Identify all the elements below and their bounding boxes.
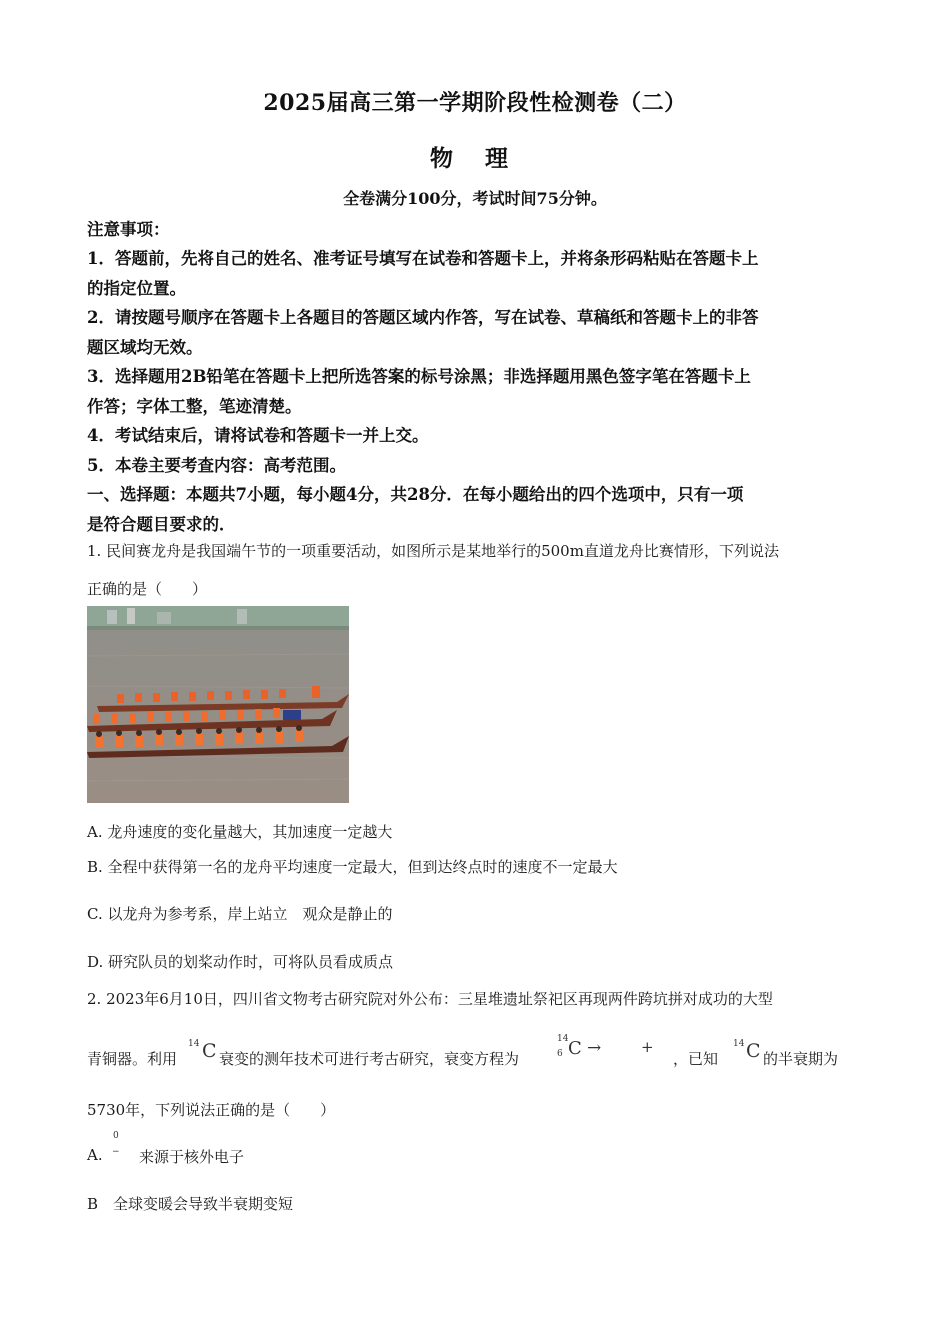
- notice-line: 4．考试结束后，请将试卷和答题卡一并上交。: [87, 426, 429, 445]
- q1-option-d: D. 研究队员的划桨动作时，可将队员看成质点: [87, 953, 394, 971]
- c14-mass-number: 14: [188, 1039, 200, 1049]
- q1-option-a: A. 龙舟速度的变化量越大，其加速度一定越大: [87, 823, 393, 841]
- q2-option-b: B 全球变暖会导致半衰期变短: [87, 1195, 294, 1213]
- notice-line: 3．选择题用2B铅笔在答题卡上把所选答案的标号涂黑；非选择题用黑色签字笔在答题卡上: [87, 367, 751, 386]
- q1-stem: 1. 民间赛龙舟是我国端午节的一项重要活动，如图所示是某地举行的500m直道龙舟比赛情形，下列说法: [87, 542, 779, 560]
- equation-plus: +: [641, 1038, 654, 1056]
- c14-mass-number: 14: [733, 1039, 745, 1049]
- equation-symbol: C: [568, 1038, 582, 1059]
- c14-symbol: C: [746, 1040, 761, 1062]
- q2-option-a-label: A.: [87, 1146, 103, 1164]
- q1-option-b: B. 全程中获得第一名的龙舟平均速度一定最大，但到达终点时的速度不一定最大: [87, 858, 618, 876]
- q1-stem-cont: 正确的是（ ）: [87, 580, 208, 598]
- q2-option-a: 来源于核外电子: [139, 1148, 245, 1166]
- section-heading: 一、选择题：本题共7小题，每小题4分，共28分．在每小题给出的四个选项中，只有一项: [87, 485, 744, 504]
- exam-title: 2025届高三第一学期阶段性检测卷（二）: [263, 90, 687, 116]
- equation-atomic-number: 6: [557, 1049, 563, 1059]
- equation-arrow: →: [587, 1038, 602, 1058]
- exam-meta: 全卷满分100分，考试时间75分钟。: [343, 189, 607, 208]
- section-heading-cont: 是符合题目要求的．: [87, 515, 236, 534]
- q2-stem-part: 的半衰期为: [763, 1050, 839, 1068]
- q2-stem: 2. 2023年6月10日，四川省文物考古研究院对外公布：三星堆遗址祭祀区再现两件跨坑拼对成功的大型: [87, 990, 773, 1008]
- subject-heading: 物 理: [429, 145, 520, 172]
- notice-line: 5．本卷主要考查内容：高考范围。: [87, 456, 346, 475]
- equation-mass-number: 14: [557, 1034, 569, 1044]
- q1-option-c: C. 以龙舟为参考系，岸上站立 观众是静止的: [87, 905, 393, 923]
- notice-line: 的指定位置。: [87, 279, 186, 298]
- notice-line: 1．答题前，先将自己的姓名、准考证号填写在试卷和答题卡上，并将条形码粘贴在答题卡上: [87, 249, 759, 268]
- notice-line: 题区域均无效。: [87, 338, 203, 357]
- q2-stem-part: 衰变的测年技术可进行考古研究，衰变方程为: [219, 1050, 520, 1068]
- dragon-boat-image: [87, 606, 349, 803]
- notice-line: 作答；字体工整，笔迹清楚。: [87, 397, 302, 416]
- notice-line: 2．请按题号顺序在答题卡上各题目的答题区域内作答，写在试卷、草稿纸和答题卡上的非答: [87, 308, 759, 327]
- notice-heading: 注意事项：: [87, 220, 170, 239]
- c14-symbol: C: [202, 1040, 217, 1062]
- dragon-boat-photo: [87, 606, 349, 803]
- q2-stem-part: ，已知: [673, 1050, 719, 1068]
- beta-atomic-number: −: [112, 1147, 120, 1157]
- beta-mass-number: 0: [113, 1131, 119, 1141]
- q2-stem-cont: 5730年，下列说法正确的是（ ）: [87, 1101, 336, 1119]
- q2-stem-part: 青铜器。利用: [87, 1050, 178, 1068]
